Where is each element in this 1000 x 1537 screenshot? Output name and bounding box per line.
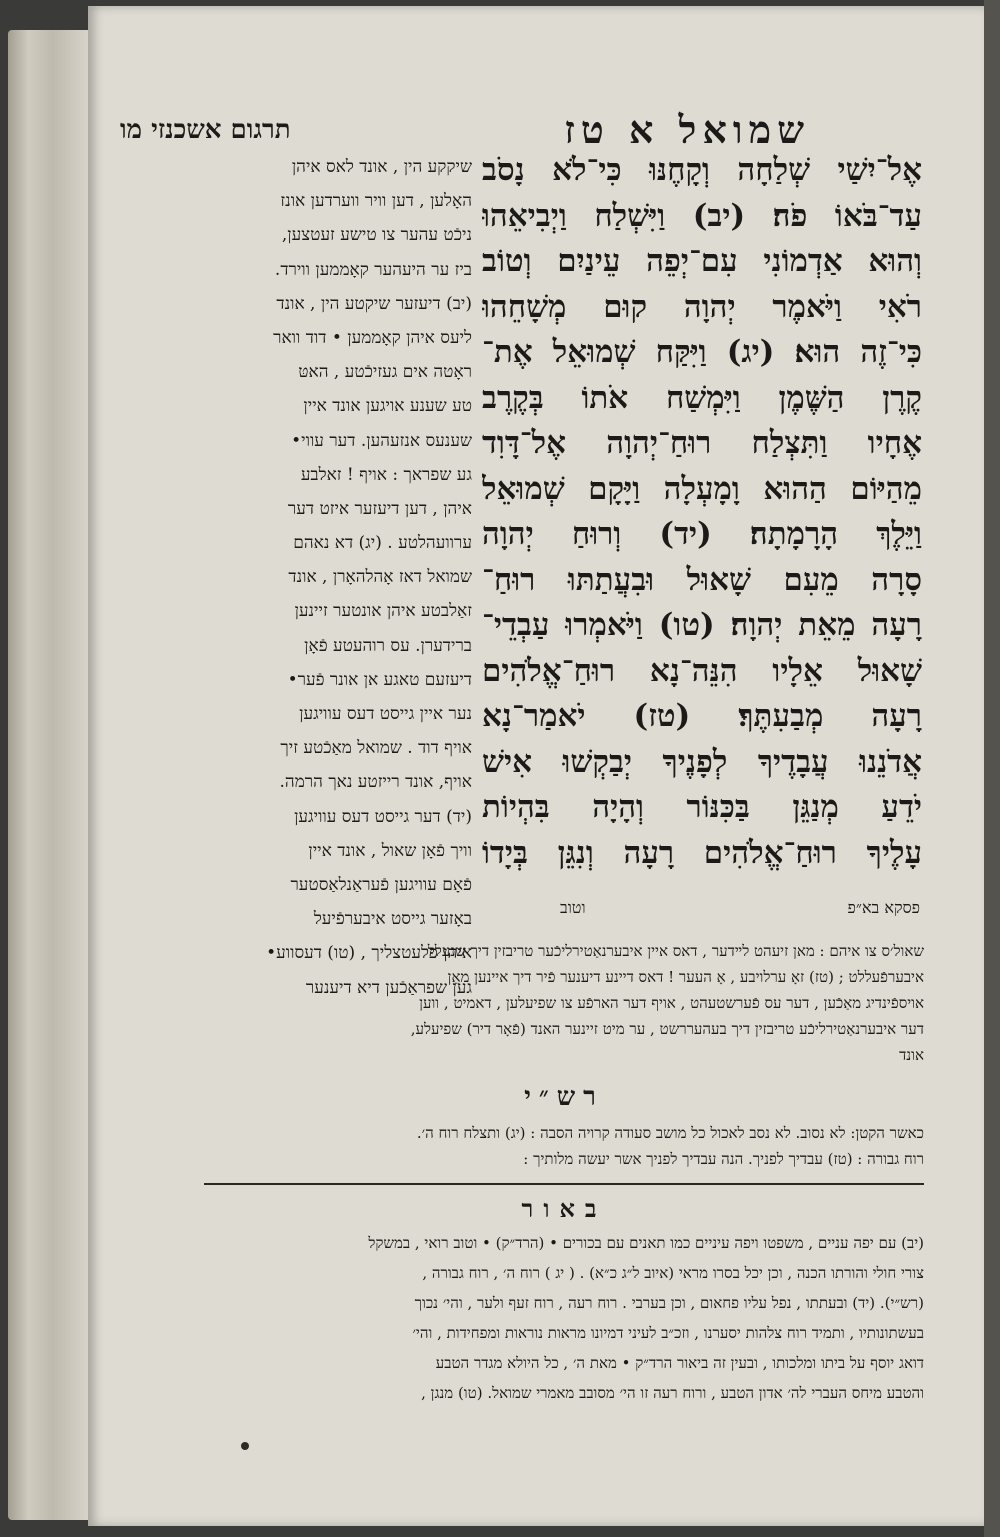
- translation-line: שיקקע הין , אונד לאס איהן: [291, 157, 472, 177]
- translation-line: טע שענע אויגען אונד איין: [303, 396, 472, 417]
- scripture-line: וְהוּא אַדְמוֹנִי עִם־יְפֵה עֵינַיִם וְטוֹב: [482, 243, 922, 279]
- translation-line: (יד) דער גייסט דעס עוויגען: [294, 806, 472, 827]
- section-divider: [204, 1183, 924, 1185]
- rashi-commentary: [204, 1120, 924, 1172]
- translation-line: אויף דוד . שמואל מאַכֿטע זיך: [280, 738, 472, 759]
- rashi-line: רוח גבורה : (טז) עבדיך לפניך. הנה עבדיך לפניך אשר יעשה מלותיך :: [523, 1150, 924, 1168]
- scripture-line: מֵהַיּוֹם הַהוּא וָמָעְלָה וַיָּקָם שְׁמוּאֵל: [482, 470, 922, 507]
- biur-line: דואג יוסף על ביתו ומלכותו , ובעין זה ביאור הרד״ק • מאת ה׳ , כל היולא מגדר הטבע: [435, 1354, 924, 1372]
- book-page-edges: [8, 30, 90, 1520]
- translation-line: זאַלבטע איהן אונטער זיינען: [294, 601, 472, 622]
- translation-line: ליעס איהן קאָממען • דוד וואר: [273, 327, 472, 348]
- scripture-line: רָעָה מְבַעִתֶּךָ׃ (טז) יֹאמַר־נָא: [482, 698, 922, 734]
- biur-line: (יב) עם יפה עניים , משפטו ויפה עיניים כמו תאנים עם בכורים • (הרד״ק) • וטוב רואי , במשקל: [368, 1234, 924, 1252]
- translation-line: פֿאָם עוויגען פֿעראַנלאַסטער: [290, 874, 472, 895]
- scripture-line: סָרָה מֵעִם שָׁאוּל וּבִעֲתַתּוּ רוּחַ־: [482, 561, 922, 598]
- translation-line: איהן פלעטצליך , (טו) דעסווע•: [266, 943, 472, 964]
- translation-line: גען שפראַכֿען דיא דיענער: [305, 977, 472, 998]
- main-title: שמואל א טז: [564, 107, 810, 152]
- masoretic-footnote: [560, 898, 920, 918]
- translation-line: שמואל דאז אָהלהאָרן , אונד: [288, 567, 472, 588]
- translation-column: [204, 150, 472, 1005]
- footnote-right: פסקא בא״פ: [847, 898, 920, 917]
- scripture-line: עַד־בֹּאוֹ פֹה׃ (יב) וַיִּשְׁלַח וַיְבִיאֵהוּ: [482, 197, 922, 234]
- translation-line: ערוועהלטע . (יג) דא נאהם: [293, 533, 472, 554]
- ink-dot: [241, 1442, 249, 1450]
- translation-line: שאול׳ס צו איהם : מאן זיעהט לײדער , דאס איין איבערנאַטירליכֿער טריבזין דיך שנעלל: [427, 942, 924, 960]
- translation-line: דער איבערנאַטירליכֿע טריבזין דיך בעהעררשט , ער מיט זיינער האנד (פֿאָר דיר) שפיעלע,: [410, 1020, 924, 1038]
- translation-line: אונד: [899, 1046, 924, 1064]
- biur-line: והטבע מיחס העברי לה׳ אדון הטבע , ורוח רעה זו הי׳ מסובב מאמרי שמואל. (טו) מנגן ,: [421, 1384, 924, 1402]
- scripture-line: אֶחָיו וַתִּצְלַח רוּחַ־יְהוָה אֶל־דָּוִד: [482, 425, 922, 461]
- translation-line: באָזער גייסט איבערפֿיעל: [313, 909, 472, 930]
- scripture-line: קֶרֶן הַשֶּׁמֶן וַיִּמְשַׁח אֹתוֹ בְּקֶרֶב: [482, 379, 922, 416]
- rashi-heading: רש״י: [524, 1082, 604, 1112]
- translation-continued: [204, 938, 924, 1068]
- translation-line: איהן , דען דיעזער איזט דער: [287, 498, 472, 519]
- translation-line: ברידערן. עס רוהעטע פֿאָן: [304, 635, 472, 656]
- scripture-text: [482, 148, 922, 876]
- scripture-line: רֹאִי וַיֹּאמֶר יְהוָה קוּם מְשָׁחֵהוּ: [482, 288, 922, 325]
- scripture-line: וַיֵּלֶךְ הָרָמָתָה׃ (יד) וְרוּחַ יְהוָה: [482, 516, 922, 552]
- scripture-line: אֶל־יִשַׁי שְׁלַחָה וְקָחֶנּוּ כִּי־לֹא נָסֹב: [482, 152, 922, 188]
- biur-line: (רש״י). (יד) ובעתתו , נפל עליו פחאום , וכן בערבי . רוח רעה , רוח זעף ולער , והי׳ נכוך: [414, 1294, 924, 1312]
- translation-line: ראָטה אים געזיכֿטע , האטּ: [298, 362, 472, 383]
- biur-commentary: [204, 1228, 924, 1408]
- rashi-line: כאשר הקטן: לא נסוב. לא נסב לאכול כל מושב סעודה קרויה הסבה : (יג) ותצלח רוח ה׳.: [416, 1124, 924, 1142]
- scripture-line: רָעָה מֵאֵת יְהוָה׃ (טו) וַיֹּאמְרוּ עַבְדֵי־: [482, 607, 922, 643]
- translation-line: דיעזעם טאגע אן אונר פֿער•: [287, 669, 472, 690]
- scripture-line: עָלֶיךָ רוּחַ־אֱלֹהִים רָעָה וְנִגֵּן בְּיָדוֹ: [482, 834, 922, 871]
- biur-line: צורי חולי והורתו הכנה , וכן יכל בסרו מראי (איוב ל״ג כ״א) . ( יג ) רוח ה׳ , רוח גבורה ,: [422, 1264, 924, 1282]
- footnote-left: וטוב: [560, 898, 586, 917]
- translation-line: וויך פֿאָן שאול , אונד איין: [308, 840, 472, 861]
- translation-line: איבערפֿעללט ; (טז) זאָ ערלויבע , אָ העער ! דאס דיינע דיענער פֿיר דיך איינען מאַן: [447, 968, 924, 986]
- scripture-line: יֹדֵעַ מְנַגֵּן בַּכִּנּוֹר וְהָיָה בִּהְיוֹת: [482, 789, 922, 825]
- page-header: [120, 106, 810, 154]
- translation-line: שענעס אנזעהען. דער עווי•: [291, 430, 472, 451]
- translation-line: ניכֿט עהער צו טישע זעטצען,: [281, 225, 472, 246]
- translation-line: נער איין גייסט דעס עוויגען: [299, 704, 472, 724]
- translation-line: אויף, אונד רייזטע נאך הרמה.: [279, 772, 472, 793]
- translation-line: אויספֿינדיג מאַכֿען , דער עס פֿערשטעהט , אויף דער הארפֿע צו שפיעלען , דאמיט , ווען: [419, 994, 924, 1012]
- scripture-line: כִּי־זֶה הוּא׃ (יג) וַיִּקַּח שְׁמוּאֵל אֶת־: [482, 334, 922, 370]
- translation-line: האָלען , דען וויר ווערדען אונז: [280, 191, 472, 212]
- translation-line: (יב) דיעזער שיקטע הין , אונד: [276, 293, 472, 314]
- scripture-line: אֲדֹנֵנוּ עֲבָדֶיךָ לְפָנֶיךָ יְבַקְשׁוּ אִישׁ: [482, 743, 922, 780]
- facing-page-edge: [984, 0, 1000, 1537]
- biur-line: בעשתונותיו , ותמיד רוח צלהות יסערנו , וזכ״ב לעיני דמיונו מראות נוראות ומפחידות , והי׳: [412, 1324, 924, 1342]
- targum-title: תרגום אשכנזי מו: [120, 115, 291, 145]
- biur-heading: באור: [521, 1194, 607, 1223]
- scripture-line: שָׁאוּל אֵלָיו הִנֵּה־נָא רוּחַ־אֱלֹהִים: [482, 652, 922, 689]
- translation-line: גע שפראך : אויף ! זאלבע: [300, 464, 472, 485]
- translation-line: ביז ער היעהער קאָממען ווירד.: [274, 259, 472, 280]
